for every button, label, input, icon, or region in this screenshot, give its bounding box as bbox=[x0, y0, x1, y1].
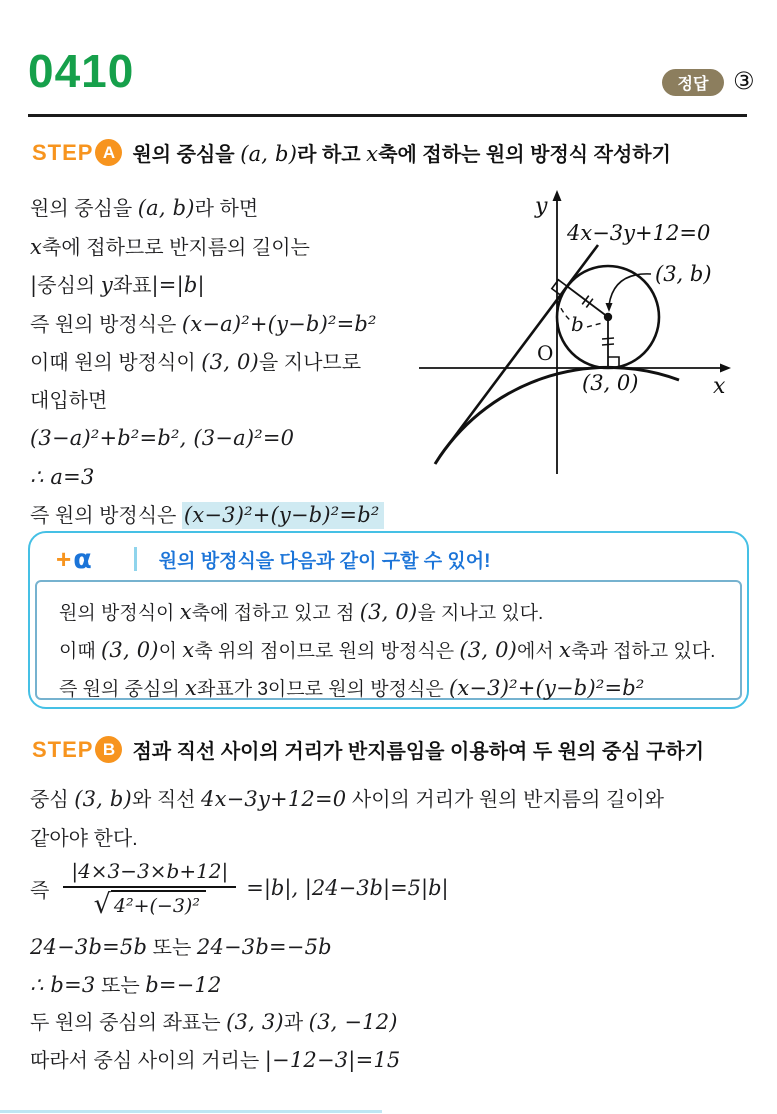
radical-icon: √ bbox=[93, 889, 111, 920]
tip-title: 원의 방정식을 다음과 같이 구할 수 있어! bbox=[158, 550, 491, 572]
text-segment: 4x−3y+12=0 bbox=[201, 787, 347, 811]
step-b-header bbox=[32, 735, 704, 764]
text-segment: (x−3)²+(y−b)²=b² bbox=[448, 676, 645, 700]
origin-label: O bbox=[537, 341, 554, 365]
step-b-letter-icon: B bbox=[95, 736, 122, 763]
text-line bbox=[30, 344, 470, 383]
text-segment: 축에 접하므로 반지름의 길이는 bbox=[42, 236, 310, 259]
answer-badge: 정답 bbox=[662, 69, 724, 96]
text-segment: 축에 접하는 원의 방정식 작성하기 bbox=[378, 144, 671, 166]
fraction-rhs: =|b|, |24−3b|=5|b| bbox=[246, 876, 449, 900]
answer-circled-number: ③ bbox=[733, 67, 755, 95]
text-segment: |−12−3|=15 bbox=[264, 1047, 401, 1072]
text-line bbox=[30, 780, 770, 820]
text-line bbox=[30, 306, 470, 345]
text-segment: (3, 0) bbox=[101, 638, 159, 662]
text-segment: 이때 bbox=[59, 641, 101, 662]
radius-b-label: b bbox=[571, 312, 584, 336]
line-equation-label: 4x−3y+12=0 bbox=[567, 221, 711, 245]
text-line bbox=[30, 967, 770, 1005]
x-axis-arrow-icon bbox=[720, 364, 731, 373]
text-segment: 와 직선 bbox=[131, 789, 202, 811]
text-segment: 을 지나므로 bbox=[258, 352, 362, 374]
tick-mark bbox=[586, 299, 593, 308]
header-divider bbox=[28, 114, 747, 117]
text-segment: b=−12 bbox=[145, 972, 222, 997]
text-segment: x bbox=[30, 234, 43, 259]
text-segment: (a, b) bbox=[137, 196, 195, 220]
text-segment: 축과 접하고 있다. bbox=[571, 641, 716, 662]
plus-alpha-tip-box bbox=[28, 531, 749, 709]
tick-mark bbox=[602, 338, 614, 339]
step-a-letter-icon: A bbox=[95, 139, 122, 166]
text-segment: x bbox=[179, 600, 192, 624]
text-segment: 따라서 중심 사이의 거리는 bbox=[30, 1049, 265, 1072]
text-segment: 24−3b=−5b bbox=[196, 935, 332, 959]
text-segment: 대입하면 bbox=[30, 389, 108, 412]
text-segment: 원의 방정식이 bbox=[59, 603, 180, 624]
step-a-header bbox=[32, 138, 671, 167]
tick-mark bbox=[582, 296, 589, 305]
text-line bbox=[30, 497, 470, 536]
text-segment: 이 bbox=[158, 641, 183, 662]
problem-number: 0410 bbox=[28, 45, 135, 97]
text-line bbox=[30, 420, 470, 459]
label-arrow bbox=[609, 274, 651, 305]
text-line bbox=[30, 459, 470, 498]
text-segment: 중심의 bbox=[37, 275, 101, 297]
text-segment: y bbox=[100, 273, 113, 297]
fraction-numerator: |4×3−3×b+12| bbox=[63, 859, 236, 888]
text-segment: (3, 0) bbox=[201, 350, 259, 374]
fraction-denominator bbox=[93, 888, 206, 920]
text-segment: 에서 bbox=[517, 641, 560, 662]
alpha-icon: α bbox=[73, 543, 92, 575]
text-segment: |=|b| bbox=[151, 273, 205, 297]
dashed-leader bbox=[587, 323, 602, 327]
text-line bbox=[30, 1042, 770, 1080]
label-arrowhead-icon bbox=[606, 303, 613, 312]
text-line bbox=[30, 1004, 770, 1042]
text-segment: 두 원의 중심의 좌표는 bbox=[30, 1012, 227, 1034]
tip-body bbox=[59, 594, 718, 708]
text-segment: ∴ b=3 bbox=[30, 972, 96, 997]
fraction-prefix: 즉 bbox=[30, 879, 50, 902]
tip-divider bbox=[134, 547, 137, 571]
text-line bbox=[30, 229, 470, 268]
text-segment: x bbox=[366, 142, 379, 166]
text-segment: 좌표 bbox=[112, 275, 152, 297]
y-axis-label: y bbox=[535, 194, 548, 219]
center-coordinates-label: (3, b) bbox=[655, 262, 712, 286]
text-line bbox=[30, 190, 470, 229]
text-segment: 즉 원의 방정식은 bbox=[30, 313, 182, 336]
text-segment: 원의 중심을 bbox=[132, 144, 241, 166]
text-line bbox=[59, 670, 718, 708]
text-segment: (3, b) bbox=[74, 787, 132, 811]
text-segment: 점과 직선 사이의 거리가 반지름임을 이용하여 두 원의 중심 구하기 bbox=[132, 741, 705, 763]
text-segment: 같아야 한다. bbox=[30, 828, 138, 850]
text-segment: 축 위의 점이므로 원의 방정식은 bbox=[194, 641, 460, 662]
tip-inner-box bbox=[35, 580, 742, 700]
text-segment: 또는 bbox=[95, 974, 146, 997]
text-segment: (3, 0) bbox=[359, 600, 418, 624]
text-line bbox=[30, 267, 470, 306]
text-segment: ∴ a=3 bbox=[30, 464, 95, 489]
text-segment: 좌표가 3이므로 원의 방정식은 bbox=[197, 679, 449, 700]
text-line bbox=[30, 383, 470, 421]
text-segment: (a, b) bbox=[240, 142, 298, 166]
text-segment: 원의 중심을 bbox=[30, 198, 138, 220]
fraction bbox=[63, 859, 236, 920]
text-segment: 즉 원의 방정식은 bbox=[30, 505, 182, 527]
text-segment: x bbox=[182, 638, 195, 662]
text-segment: 을 지나고 있다. bbox=[417, 603, 544, 624]
text-segment: 사이의 거리가 원의 반지름의 길이와 bbox=[346, 789, 664, 811]
text-segment: (x−3)²+(y−b)²=b² bbox=[182, 502, 384, 529]
page-bottom-rule bbox=[0, 1110, 382, 1113]
text-segment: 라 하면 bbox=[194, 198, 259, 220]
distance-formula-line bbox=[30, 851, 449, 925]
text-segment: 축에 접하고 있고 점 bbox=[191, 603, 360, 624]
circle-center-point bbox=[604, 313, 612, 321]
text-line bbox=[30, 929, 770, 967]
text-line bbox=[59, 632, 718, 670]
circle-diagram bbox=[417, 188, 765, 480]
text-segment: x bbox=[184, 676, 198, 700]
text-segment: 즉 원의 중심의 bbox=[59, 679, 185, 700]
text-segment: 24−3b=5b bbox=[30, 935, 148, 959]
text-segment: (3−a)²+b²=b², (3−a)²=0 bbox=[30, 426, 295, 450]
text-segment: x bbox=[559, 638, 572, 662]
tangent-point-label: (3, 0) bbox=[582, 371, 639, 395]
text-segment: (x−a)²+(y−b)²=b² bbox=[181, 311, 377, 336]
step-b-title bbox=[132, 735, 704, 764]
step-b-word: STEP bbox=[32, 736, 94, 762]
text-segment: 이때 원의 방정식이 bbox=[30, 352, 202, 374]
text-segment: 또는 bbox=[147, 937, 197, 959]
text-segment: (3, 0) bbox=[459, 638, 518, 662]
radicand: 4²+(−3)² bbox=[111, 890, 206, 917]
text-segment: 라 하고 bbox=[297, 144, 367, 166]
text-segment: 과 bbox=[283, 1012, 309, 1034]
plus-icon: + bbox=[56, 544, 72, 574]
text-segment: | bbox=[30, 273, 38, 297]
text-segment: (3, −12) bbox=[308, 1010, 398, 1034]
text-segment: (3, 3) bbox=[226, 1010, 284, 1034]
step-a-word: STEP bbox=[32, 139, 94, 165]
step-a-title bbox=[132, 138, 670, 167]
step-a-body bbox=[30, 190, 470, 536]
text-line bbox=[59, 594, 718, 632]
tip-header bbox=[56, 544, 490, 574]
tangent-line bbox=[440, 245, 598, 456]
step-b-body-top bbox=[30, 780, 770, 859]
tick-mark bbox=[602, 344, 614, 345]
text-segment: 중심 bbox=[30, 789, 75, 811]
dashed-leader bbox=[557, 300, 570, 320]
step-b-body-bottom bbox=[30, 929, 770, 1079]
y-axis-arrow-icon bbox=[553, 190, 562, 201]
x-axis-label: x bbox=[713, 374, 726, 399]
